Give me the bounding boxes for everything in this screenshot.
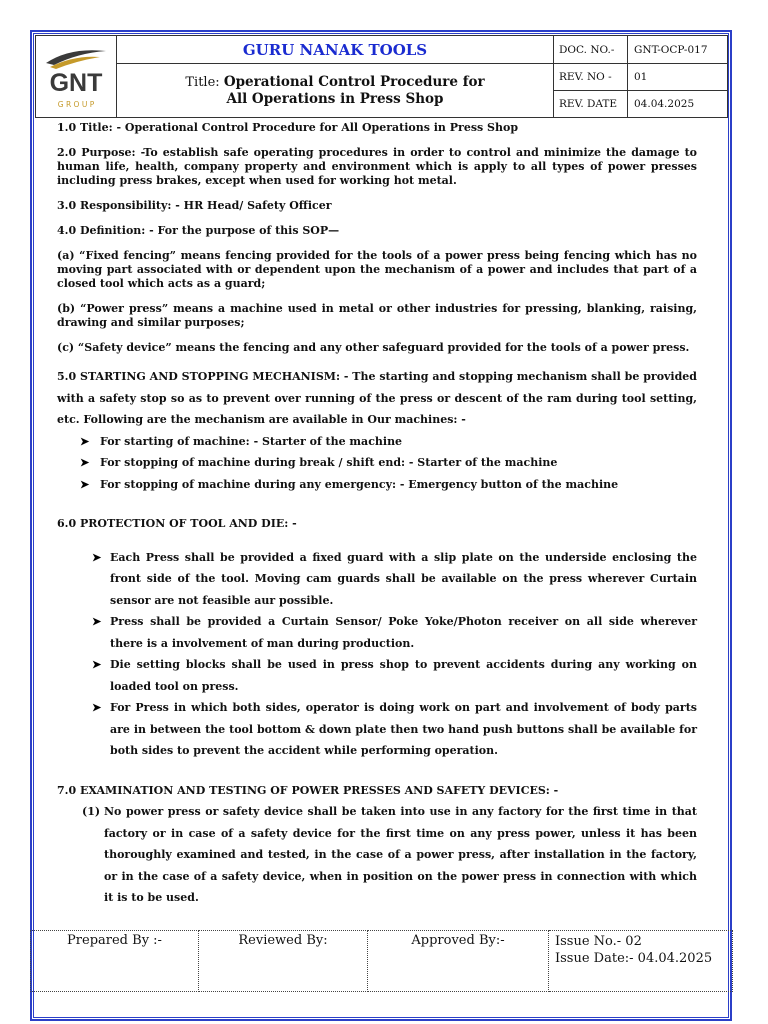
rev-no-value: 01 (628, 64, 728, 91)
section-3-responsibility: 3.0 Responsibility: - HR Head/ Safety Officer (57, 199, 332, 212)
item-number: (1) (82, 805, 101, 818)
item-text: No power press or safety device shall be taken into use in any factory for the first time in that factory or in case of a safety device for the first time on any press power, unless it has been thoroughly examined and tested, in the case of a power press, after installation in the factory, or in the case of a safety device, when in position on the power press in connection with which it is to be used. (104, 805, 697, 904)
issue-date: Issue Date:- 04.04.2025 (555, 951, 713, 966)
issue-info (549, 931, 733, 992)
title-prefix: Title: (185, 74, 220, 90)
list-item: ➤ Each Press shall be provided a fixed guard with a slip plate on the underside enclosing the front side of the tool. Moving cam guards shall be available on the press wherever Curtain sensor are not feasible aur possible. (57, 547, 697, 612)
section-5-list (57, 431, 697, 496)
rev-date-label: REV. DATE (554, 91, 628, 118)
document-body (57, 121, 697, 909)
section-7 (57, 780, 697, 909)
gnt-logo (40, 41, 112, 113)
title-line1: Operational Control Procedure for (223, 73, 485, 90)
list-item: ➤ For Press in which both sides, operator is doing work on part and involvement of body parts are in between the tool bottom & down plate then two hand push buttons shall be available for both sides to prevent the accident while performing operation. (57, 697, 697, 762)
section-1-title: 1.0 Title: - Operational Control Procedure for All Operations in Press Shop (57, 121, 519, 134)
logo-sub: G R O U P (57, 99, 95, 109)
issue-no: Issue No.- 02 (555, 934, 642, 949)
list-item: ➤ For starting of machine: - Starter of the machine (57, 431, 697, 453)
rev-no-label: REV. NO - (554, 64, 628, 91)
rev-date-value: 04.04.2025 (628, 91, 728, 118)
arrow-bullet-icon: ➤ (92, 550, 102, 564)
arrow-bullet-icon: ➤ (80, 456, 90, 469)
arrow-bullet-icon: ➤ (92, 658, 102, 671)
signature-footer (30, 930, 733, 992)
doc-no-label: DOC. NO.- (554, 36, 628, 64)
list-item: ➤ Die setting blocks shall be used in press shop to prevent accidents during any working on loaded tool on press. (57, 654, 697, 697)
definition-a: (a) “Fixed fencing” means fencing provided for the tools of a power press being fencing which has no moving part associated with or dependent upon the mechanism of a power and includes that part of a closed tool which acts as a guard; (57, 249, 697, 290)
document-header (35, 35, 728, 118)
section-6-heading: 6.0 PROTECTION OF TOOL AND DIE: - (57, 517, 297, 530)
title-line2: All Operations in Press Shop (226, 90, 444, 107)
section-7-item-1 (57, 801, 697, 909)
arrow-bullet-icon: ➤ (80, 477, 90, 491)
list-item: ➤ Press shall be provided a Curtain Sensor/ Poke Yoke/Photon receiver on all side wherever there is a involvement of man during production. (57, 611, 697, 654)
approved-by: Approved By:- (368, 931, 549, 992)
logo-text: GNT (49, 68, 103, 97)
reviewed-by: Reviewed By: (199, 931, 368, 992)
list-item: ➤ For stopping of machine during break / shift end: - Starter of the machine (57, 452, 697, 474)
purpose-label: 2.0 Purpose (57, 146, 132, 159)
doc-no-value: GNT-OCP-017 (628, 36, 728, 64)
document-title (117, 64, 554, 118)
definition-c: (c) “Safety device” means the fencing and any other safeguard provided for the tools of a power press. (57, 341, 690, 354)
definition-b: (b) “Power press” means a machine used in metal or other industries for pressing, blanking, raising, drawing and similar purposes; (57, 302, 697, 329)
purpose-text: : -To establish safe operating procedures in order to control and minimize the damage to human life, health, company property and environment which is apply to all types of power presses including press brakes, except when used for working hot metal. (57, 146, 697, 187)
section-7-heading: 7.0 EXAMINATION AND TESTING OF POWER PRESSES AND SAFETY DEVICES: - (57, 783, 559, 797)
company-name: GURU NANAK TOOLS (117, 36, 554, 64)
arrow-bullet-icon: ➤ (92, 615, 102, 628)
list-item: ➤ For stopping of machine during any emergency: - Emergency button of the machine (57, 474, 697, 496)
section-5-intro: 5.0 STARTING AND STOPPING MECHANISM: - The starting and stopping mechanism shall be provided with a safety stop so as to prevent over running of the press or descent of the ram during tool setting, etc. Following are the mechanism are available in Our machines: - (57, 370, 697, 426)
section-2-purpose (57, 146, 697, 188)
logo-cell (36, 36, 117, 118)
prepared-by: Prepared By :- (31, 931, 199, 992)
section-6 (57, 513, 697, 762)
section-4-definition: 4.0 Definition: - For the purpose of this SOP— (57, 224, 340, 237)
arrow-bullet-icon: ➤ (80, 434, 90, 448)
arrow-bullet-icon: ➤ (92, 701, 102, 714)
section-5 (57, 366, 697, 495)
section-6-list (57, 547, 697, 762)
